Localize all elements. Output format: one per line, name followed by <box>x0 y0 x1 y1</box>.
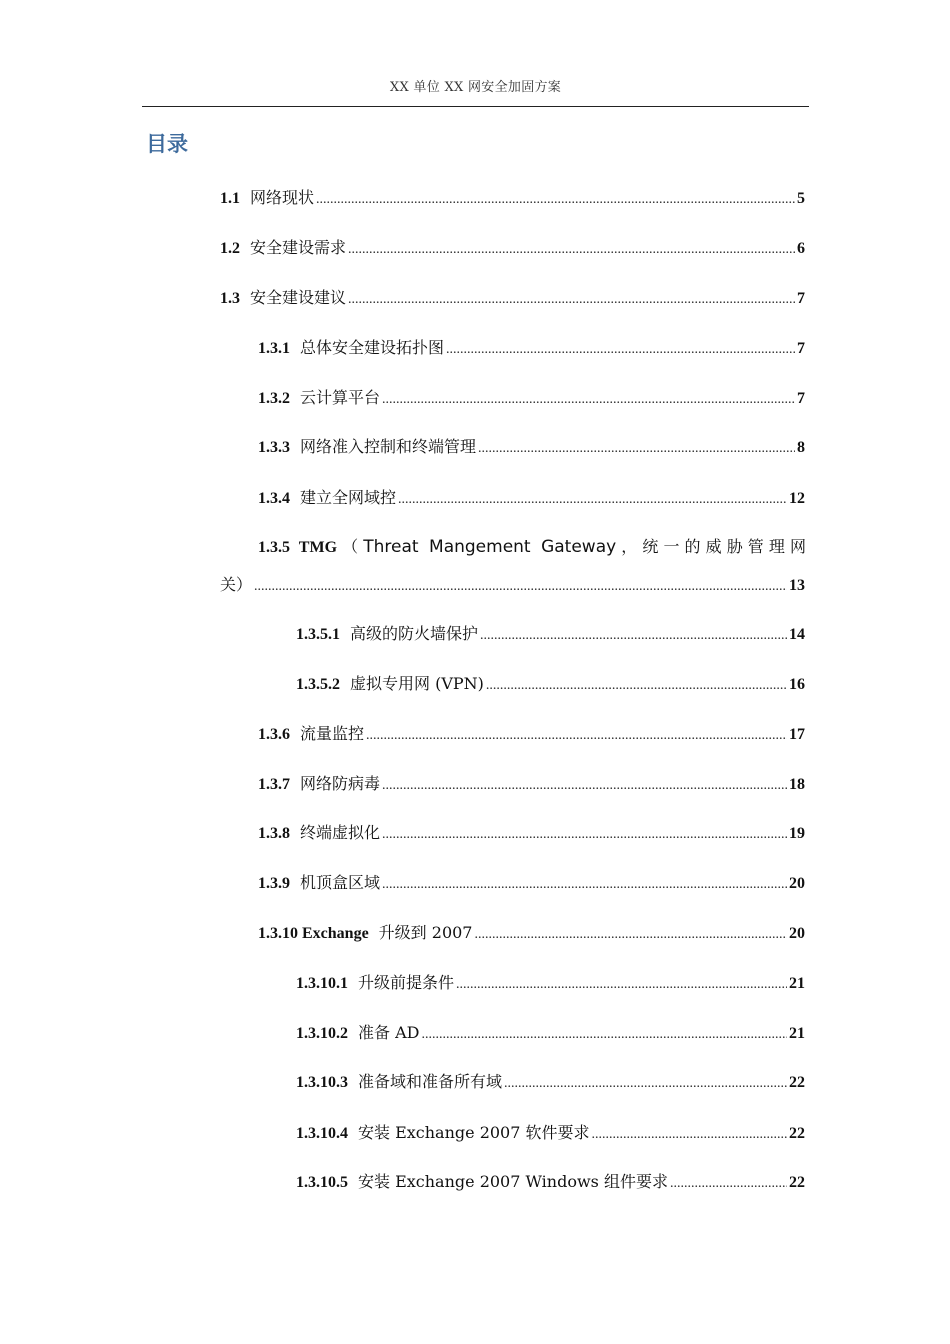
toc-entry-page: 21 <box>789 975 805 992</box>
toc-entry-page: 14 <box>789 626 805 643</box>
toc-entry-number: 1.3.10.3 <box>296 1074 348 1091</box>
toc-entry[interactable] <box>258 774 805 796</box>
toc-title: 目录 <box>146 132 188 156</box>
toc-entry-title-rest: ，统一的威胁管理网 <box>616 537 806 556</box>
toc-entry-page: 17 <box>789 726 805 743</box>
toc-entry[interactable] <box>220 238 805 260</box>
toc-entry-title: 安装 Exchange 2007 Windows 组件要求 <box>358 1172 668 1191</box>
toc-entry-page: 6 <box>797 240 805 257</box>
toc-entry-number: 1.3.5.1 <box>296 626 340 643</box>
toc-entry-title: 升级到 2007 <box>378 923 473 942</box>
toc-entry-page: 7 <box>797 290 805 307</box>
toc-entry-number: 1.3.3 <box>258 439 290 456</box>
toc-leader-dots <box>382 875 787 895</box>
toc-entry-number: 1.3.10 Exchange <box>258 925 369 942</box>
toc-entry[interactable] <box>296 1072 805 1094</box>
toc-leader-dots <box>382 390 795 410</box>
toc-entry-page: 18 <box>789 776 805 793</box>
toc-leader-dots <box>382 825 787 845</box>
toc-entry-number: 1.3 <box>220 290 240 307</box>
toc-entry-title: 流量监控 <box>300 724 365 743</box>
toc-entry-page: 20 <box>789 925 805 942</box>
toc-entry-page: 19 <box>789 825 805 842</box>
toc-entry-title: 机顶盒区域 <box>300 873 381 892</box>
toc-entry[interactable] <box>296 674 805 696</box>
toc-leader-dots <box>382 776 787 796</box>
toc-entry-number: 1.2 <box>220 240 240 257</box>
toc-leader-dots <box>348 290 795 310</box>
toc-entry[interactable] <box>296 1023 805 1045</box>
toc-entry-title: 网络防病毒 <box>300 774 381 793</box>
toc-entry-number: 1.3.10.5 <box>296 1174 348 1191</box>
toc-entry-number: 1.3.2 <box>258 390 290 407</box>
toc-entry-number: 1.3.7 <box>258 776 290 793</box>
toc-entry-title-open: （ <box>337 537 364 556</box>
toc-entry-page: 22 <box>789 1174 805 1191</box>
toc-entry[interactable] <box>296 1172 805 1194</box>
toc-entry-title: 升级前提条件 <box>358 973 455 992</box>
toc-leader-dots <box>366 726 787 746</box>
toc-entry-tmg[interactable] <box>258 537 806 558</box>
toc-entry-title: 终端虚拟化 <box>300 823 381 842</box>
toc-entry-title: 高级的防火墙保护 <box>350 624 479 643</box>
toc-entry-page: 12 <box>789 490 805 507</box>
toc-entry-page: 22 <box>789 1125 805 1142</box>
toc-entry-page: 22 <box>789 1074 805 1091</box>
toc-entry-title: 准备 AD <box>358 1023 420 1042</box>
toc-entry-number: 1.3.10.2 <box>296 1025 348 1042</box>
toc-entry-number: 1.1 <box>220 190 240 207</box>
toc-leader-dots <box>316 190 795 210</box>
toc-entry-number: 1.3.4 <box>258 490 290 507</box>
toc-entry-page: 8 <box>797 439 805 456</box>
toc-entry-number: 1.3.10.1 <box>296 975 348 992</box>
toc-entry-page: 20 <box>789 875 805 892</box>
toc-entry[interactable] <box>258 823 805 845</box>
toc-entry-number: 1.3.10.4 <box>296 1125 348 1142</box>
toc-entry-page: 16 <box>789 676 805 693</box>
toc-entry-title: 安全建设建议 <box>250 288 347 307</box>
toc-entry-title: 安装 Exchange 2007 软件要求 <box>358 1123 590 1142</box>
toc-entry[interactable] <box>296 624 805 646</box>
toc-entry[interactable] <box>296 973 805 995</box>
toc-entry-title: 网络现状 <box>250 188 315 207</box>
toc-leader-dots <box>480 626 787 646</box>
toc-entry[interactable] <box>258 437 805 459</box>
toc-entry-page: 13 <box>789 577 805 594</box>
toc-entry-page: 5 <box>797 190 805 207</box>
toc-entry-page: 7 <box>797 340 805 357</box>
toc-entry-title: 虚拟专用网 (VPN) <box>350 674 484 693</box>
toc-leader-dots <box>486 676 787 696</box>
toc-entry-page: 7 <box>797 390 805 407</box>
toc-entry[interactable] <box>220 288 805 310</box>
toc-entry-page: 21 <box>789 1025 805 1042</box>
toc-entry-number: 1.3.6 <box>258 726 290 743</box>
toc-entry-tmg-continued[interactable] <box>220 575 805 597</box>
toc-leader-dots <box>504 1074 787 1094</box>
toc-entry[interactable] <box>296 1123 805 1145</box>
toc-entry-number: 1.3.5 TMG <box>258 539 338 556</box>
toc-entry-number: 1.3.5.2 <box>296 676 340 693</box>
toc-leader-dots <box>592 1125 787 1145</box>
toc-entry-title: 准备域和准备所有域 <box>358 1072 503 1091</box>
toc-entry-title: 建立全网域控 <box>300 488 397 507</box>
toc-entry-title-continued: 关） <box>220 575 253 594</box>
toc-entry-number: 1.3.8 <box>258 825 290 842</box>
toc-entry[interactable] <box>258 724 805 746</box>
page-header: XX 单位 XX 网安全加固方案 <box>389 80 562 95</box>
toc-leader-dots <box>348 240 795 260</box>
toc-leader-dots <box>474 925 787 945</box>
toc-leader-dots <box>478 439 795 459</box>
toc-entry-title: 安全建设需求 <box>250 238 347 257</box>
toc-entry-number: 1.3.9 <box>258 875 290 892</box>
toc-leader-dots <box>421 1025 787 1045</box>
header-divider <box>142 106 809 107</box>
toc-entry-title: 云计算平台 <box>300 388 381 407</box>
toc-leader-dots <box>446 340 795 360</box>
toc-entry-number: 1.3.1 <box>258 340 290 357</box>
toc-entry[interactable] <box>258 488 805 510</box>
toc-entry[interactable] <box>258 873 805 895</box>
toc-entry[interactable] <box>258 923 805 945</box>
toc-leader-dots <box>456 975 787 995</box>
toc-entry[interactable] <box>220 188 805 210</box>
toc-entry-title: 总体安全建设拓扑图 <box>300 338 445 357</box>
toc-leader-dots <box>398 490 787 510</box>
toc-entry[interactable] <box>258 338 805 360</box>
toc-entry[interactable] <box>258 388 805 410</box>
toc-entry-title: 网络准入控制和终端管理 <box>300 437 477 456</box>
toc-leader-dots <box>254 577 787 597</box>
toc-entry-title-english: Threat Mangement Gateway <box>363 537 617 557</box>
toc-leader-dots <box>670 1174 787 1194</box>
